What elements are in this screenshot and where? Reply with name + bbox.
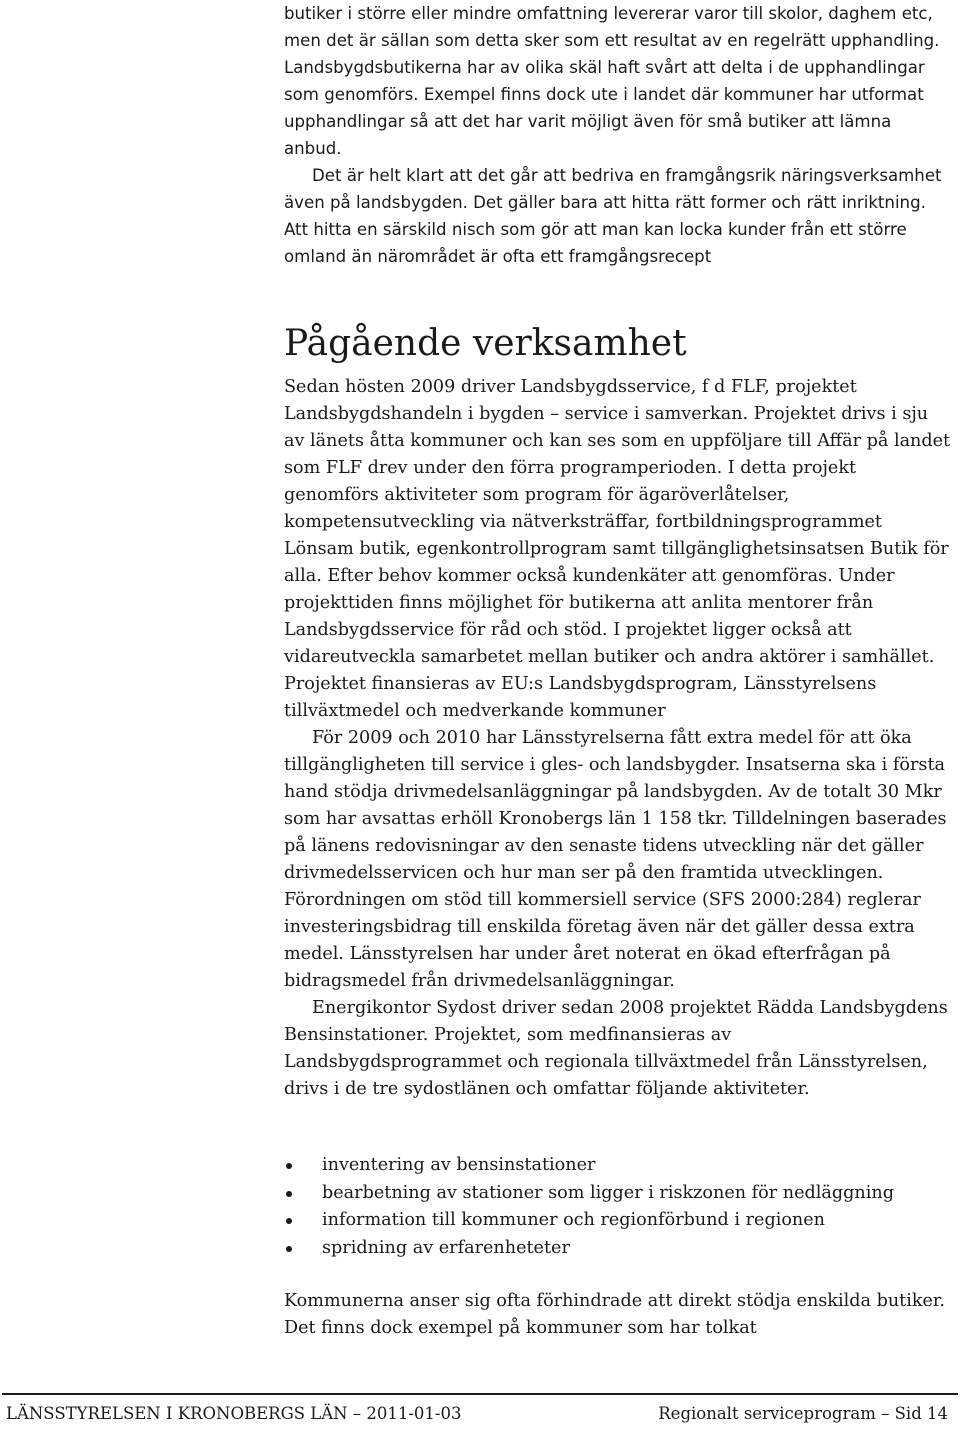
closing-section bbox=[284, 1288, 954, 1342]
closing-paragraph: Kommunerna anser sig ofta förhindrade att direkt stödja enskilda butiker. Det finns dock exempel på kommuner som har tolkat bbox=[284, 1291, 946, 1338]
bullet-icon bbox=[286, 1218, 292, 1224]
page-footer bbox=[2, 1393, 958, 1423]
body-paragraph-3: Energikontor Sydost driver sedan 2008 projektet Rädda Landsbygdens Bensinstationer. Projektet, som medfinansieras av Landsbygdsprogrammet och regionala tillväxtmedel från Länsstyrelsen, drivs i de tre sydostlänen och omfattar följande aktiviteter. bbox=[284, 998, 948, 1099]
list-item-text: spridning av erfarenheteter bbox=[322, 1237, 570, 1258]
list-item-text: bearbetning av stationer som ligger i riskzonen för nedläggning bbox=[322, 1182, 894, 1203]
intro-section bbox=[284, 0, 954, 270]
list-item bbox=[284, 1235, 954, 1263]
activity-list bbox=[284, 1152, 954, 1262]
list-item-text: inventering av bensinstationer bbox=[322, 1155, 596, 1175]
bullet-icon bbox=[286, 1163, 292, 1169]
list-item-text: information till kommuner och regionförbund i regionen bbox=[322, 1210, 825, 1230]
bullet-icon bbox=[286, 1246, 292, 1252]
list-item bbox=[284, 1180, 954, 1208]
intro-paragraph-2: Det är helt klart att det går att bedriva en framgångsrik näringsverksamhet även på landsbygden. Det gäller bara att hitta rätt former och rätt inriktning. Att hitta en särskild nisch som gör att man kan locka kunder från ett större omland än närområdet är ofta ett framgångsrecept bbox=[284, 166, 942, 266]
list-item bbox=[284, 1207, 954, 1235]
footer-left-text: LÄNSSTYRELSEN I KRONOBERGS LÄN – 2011-01-03 bbox=[6, 1404, 462, 1423]
intro-paragraph-1: butiker i större eller mindre omfattning levererar varor till skolor, daghem etc, men det är sällan som detta sker som ett resultat av en regelrätt upphandling. Landsbygdsbutikerna har av olika skäl haft svårt att delta i de upphandlingar som genomförs. Exempel finns dock ute i landet där kommuner har utformat upphandlingar så att det har varit möjligt även för små butiker att lämna anbud. bbox=[284, 4, 940, 158]
body-paragraph-2: För 2009 och 2010 har Länsstyrelserna fått extra medel för att öka tillgängligheten till service i gles- och landsbygder. Insatserna ska i första hand stödja drivmedelsanläggningar på landsbygden. Av de totalt 30 Mkr som har avsattas erhöll Kronobergs län 1 158 tkr. Tilldelningen baserades på länens redovisningar av den senaste tidens utveckling när det gäller drivmedelsservicen och hur man ser på den framtida utvecklingen. Förordningen om stöd till kommersiell service (SFS 2000:284) reglerar investeringsbidrag till enskilda företag även när det gäller dessa extra medel. Länsstyrelsen har under året noterat en ökad efterfrågan på bidragsmedel från drivmedelsanläggningar. bbox=[284, 728, 947, 991]
section-heading-container bbox=[284, 322, 954, 366]
bullet-icon bbox=[286, 1191, 292, 1197]
body-section bbox=[284, 374, 954, 1103]
section-heading: Pågående verksamhet bbox=[284, 323, 687, 364]
list-item bbox=[284, 1152, 954, 1180]
body-paragraph-1: Sedan hösten 2009 driver Landsbygdsservice, f d FLF, projektet Landsbygdshandeln i bygden – service i samverkan. Projektet drivs i sju av länets åtta kommuner och kan ses som en uppföljare till Affär på landet som FLF drev under den förra programperioden. I detta projekt genomförs aktiviteter som program för ägaröverlåtelser, kompetensutveckling via nätverksträffar, fortbildningsprogrammet Lönsam butik, egenkontrollprogram samt tillgänglighetsinsatsen Butik för alla. Efter behov kommer också kundenkäter att genomföras. Under projekttiden finns möjlighet för butikerna att anlita mentorer från Landsbygdsservice för råd och stöd. I projektet ligger också att vidareutveckla samarbetet mellan butiker och andra aktörer i samhället. Projektet finansieras av EU:s Landsbygdsprogram, Länsstyrelsens tillväxtmedel och medverkande kommuner bbox=[284, 377, 951, 721]
footer-right-text: Regionalt serviceprogram – Sid 14 bbox=[658, 1404, 948, 1423]
